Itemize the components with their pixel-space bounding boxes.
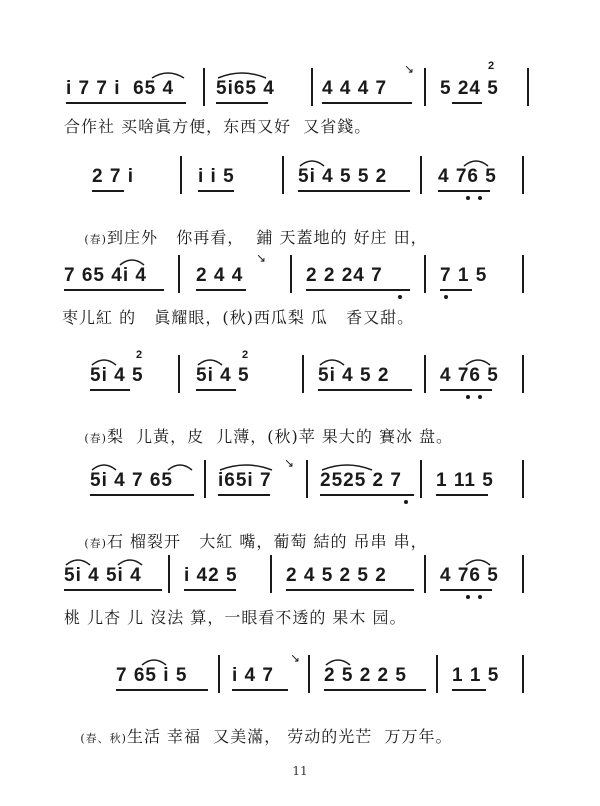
slur <box>116 555 144 567</box>
measure-2: i 4 7 <box>232 665 274 686</box>
barline <box>420 156 422 194</box>
barline <box>282 156 284 194</box>
slur <box>216 68 268 80</box>
barline <box>522 156 524 194</box>
measure-3: 5i 4 5 2 <box>318 365 390 386</box>
breath-arrow: ↘ <box>284 456 295 470</box>
underline <box>66 102 186 104</box>
slur <box>324 655 352 667</box>
barline <box>424 255 426 293</box>
underline <box>320 494 414 496</box>
measure-4: 5 24 5 <box>440 78 499 99</box>
grace-note: 2 <box>242 349 249 361</box>
slur <box>218 460 274 472</box>
barline <box>168 555 170 593</box>
score-system-5 <box>0 450 600 550</box>
score-system-3 <box>0 245 600 345</box>
slur <box>90 355 118 367</box>
measure-2: 5i 4 5 <box>196 365 250 386</box>
lyric-text: 到庄外 你再看， 鋪 天蓋地的 好庄 田， <box>106 228 428 247</box>
underline <box>438 190 490 192</box>
barline <box>204 460 206 498</box>
lyric-line: 枣儿紅 的 眞耀眼，(秋)西瓜梨 瓜 香又甜。 <box>62 308 415 327</box>
barline <box>522 255 524 293</box>
underline <box>440 589 492 591</box>
measure-3: 4 4 4 7 <box>322 78 388 99</box>
underline <box>216 102 268 104</box>
lyric-text: 生活 幸福 又美滿， 劳动的光芒 万万年。 <box>126 727 453 746</box>
measure-4: 1 11 5 <box>436 470 494 491</box>
slur <box>298 156 326 168</box>
measure-3: 5i 4 5 5 2 <box>298 166 388 187</box>
lower-dot <box>398 295 402 299</box>
score-system-6 <box>0 545 600 645</box>
lower-dot <box>466 395 470 399</box>
underline <box>324 689 426 691</box>
underline <box>196 389 236 391</box>
barline <box>178 255 180 293</box>
barline <box>203 68 205 106</box>
measure-1: i 7 7 i 65 4 <box>66 78 175 99</box>
underline <box>218 494 270 496</box>
barline <box>522 555 524 593</box>
barline <box>180 156 182 194</box>
barline <box>302 355 304 393</box>
lower-dot <box>444 295 448 299</box>
barline <box>270 555 272 593</box>
underline <box>440 289 472 291</box>
barline <box>522 460 524 498</box>
role-marker: (春) <box>84 432 107 445</box>
measure-1: 7 65 i 5 <box>116 665 188 686</box>
underline <box>452 689 486 691</box>
score-system-1 <box>0 58 600 158</box>
barline <box>424 355 426 393</box>
lyric-line: 桃 儿杏 儿 沒法 算，一眼看不透的 果木 园。 <box>64 608 407 627</box>
measure-4: 7 1 5 <box>440 265 488 286</box>
underline <box>232 689 288 691</box>
slur <box>118 255 146 267</box>
barline <box>420 460 422 498</box>
measure-3: 2 5 2 2 5 <box>324 665 407 686</box>
slur <box>464 555 492 567</box>
measure-1: 5i 4 5 <box>90 365 144 386</box>
measure-1: 7 65 4i 4 <box>64 265 147 286</box>
slur <box>464 355 492 367</box>
underline <box>306 289 410 291</box>
underline <box>298 190 410 192</box>
measure-4: 4 76 5 <box>440 565 499 586</box>
barline <box>290 255 292 293</box>
measure-2: i65i 7 <box>218 470 272 491</box>
measure-2: i i 5 <box>198 166 235 187</box>
breath-arrow: ↘ <box>290 651 301 665</box>
slur <box>90 460 118 472</box>
lower-dot <box>478 395 482 399</box>
underline <box>318 389 412 391</box>
barline <box>178 355 180 393</box>
measure-4: 4 76 5 <box>438 166 497 187</box>
measure-1: 2 7 i <box>92 166 134 187</box>
slur <box>64 555 92 567</box>
lyric-line: 合作社 买啥眞方便，东西又好 又省錢。 <box>64 117 372 136</box>
lower-dot <box>478 595 482 599</box>
barline <box>522 355 524 393</box>
lower-dot <box>404 500 408 504</box>
role-marker: (春) <box>84 537 107 550</box>
breath-arrow: ↘ <box>404 62 415 76</box>
slur <box>166 460 194 472</box>
slur <box>462 156 490 168</box>
lower-dot <box>466 196 470 200</box>
breath-arrow: ↘ <box>256 251 267 265</box>
barline <box>522 655 524 693</box>
underline <box>116 689 208 691</box>
barline <box>424 555 426 593</box>
underline <box>196 289 246 291</box>
slur <box>150 68 186 80</box>
score-system-2 <box>0 150 600 250</box>
underline <box>436 494 488 496</box>
measure-1: 5i 4 5i 4 <box>64 565 142 586</box>
slur <box>140 655 168 667</box>
measure-2: 2 4 4 <box>196 265 244 286</box>
underline <box>64 589 162 591</box>
barline <box>308 655 310 693</box>
page-number: 11 <box>292 764 308 778</box>
lyric-text: 石 榴裂开 大紅 嘴，葡萄 結的 吊串 串， <box>106 532 428 551</box>
measure-3: 2 2 24 7 <box>306 265 383 286</box>
underline <box>286 589 414 591</box>
barline <box>424 68 426 106</box>
slur <box>196 355 224 367</box>
score-system-7 <box>0 645 600 745</box>
role-marker: (春、秋) <box>80 732 127 745</box>
grace-note: 2 <box>136 349 143 361</box>
underline <box>198 190 234 192</box>
barline <box>306 460 308 498</box>
measure-4: 1 1 5 <box>452 665 500 686</box>
slur <box>320 460 374 472</box>
lower-dot <box>466 595 470 599</box>
lyric-text: 梨 儿黃，皮 儿薄，(秋)苹 果大的 賽冰 盘。 <box>106 427 454 446</box>
barline <box>527 68 529 106</box>
measure-3: 2 4 5 2 5 2 <box>286 565 387 586</box>
lyric-line <box>56 705 452 766</box>
grace-note: 2 <box>488 60 495 72</box>
measure-2: 5i65 4 <box>216 78 275 99</box>
score-system-4 <box>0 345 600 445</box>
underline <box>90 389 130 391</box>
barline <box>311 68 313 106</box>
role-marker: (春) <box>84 233 107 246</box>
underline <box>184 589 236 591</box>
lower-dot <box>478 196 482 200</box>
underline <box>92 190 124 192</box>
underline <box>440 389 492 391</box>
slur <box>318 355 346 367</box>
measure-1: 5i 4 7 65 <box>90 470 173 491</box>
underline <box>90 494 194 496</box>
measure-2: i 42 5 <box>184 565 238 586</box>
barline <box>218 655 220 693</box>
barline <box>436 655 438 693</box>
measure-3: 2525 2 7 <box>320 470 402 491</box>
underline <box>322 102 412 104</box>
measure-4: 4 76 5 <box>440 365 499 386</box>
underline <box>452 102 482 104</box>
underline <box>64 289 164 291</box>
